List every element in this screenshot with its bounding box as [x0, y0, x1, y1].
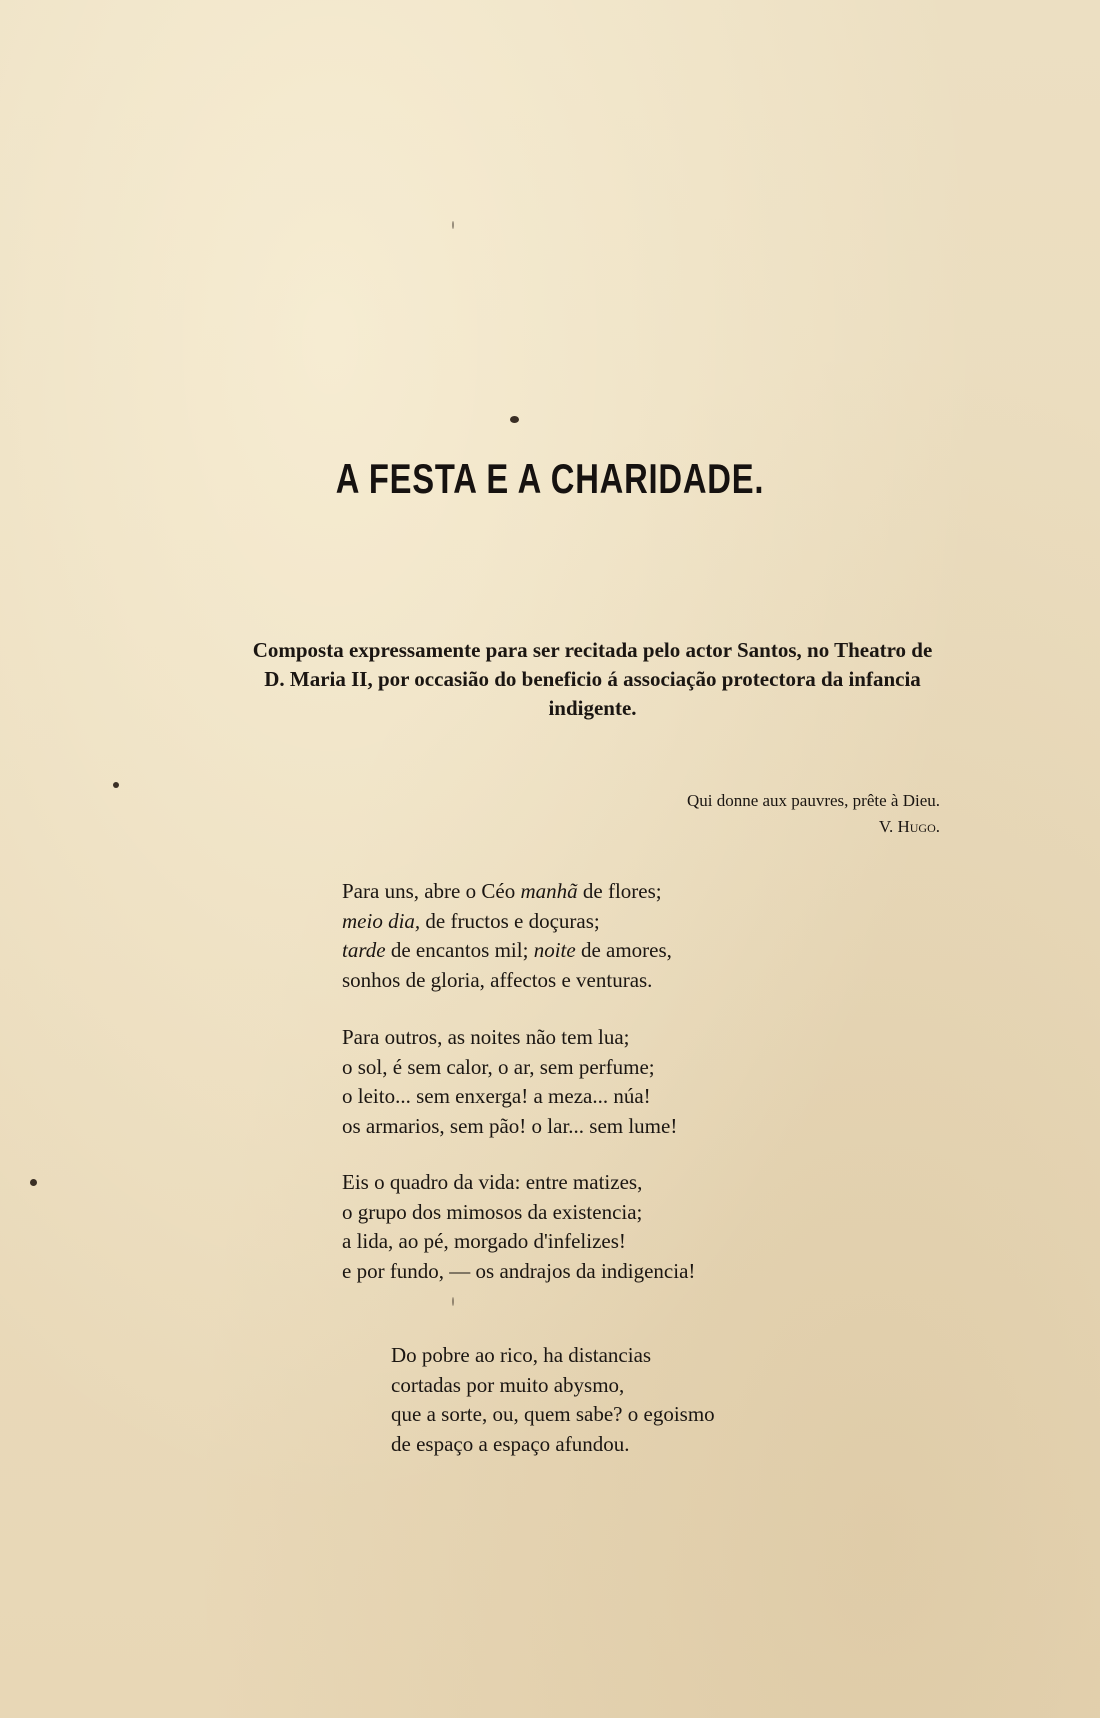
epigraph-quote: Qui donne aux pauvres, prête à Dieu. [686, 791, 940, 810]
paper-speck [30, 1179, 37, 1186]
poem-subtitle: Composta expressamente para ser recitada pelo actor Santos, no Theatro de D. Maria II, por occasião do beneficio á associação protectora da infancia indigente. [252, 638, 933, 720]
verse-line: Para outros, as noites não tem lua; [342, 1025, 630, 1049]
verse-line: o grupo dos mimosos da existencia; [342, 1199, 643, 1224]
paper-speck [113, 782, 119, 788]
verse-line: a lida, ao pé, morgado d'infelizes! [342, 1229, 626, 1253]
verse-line: cortadas por muito abysmo, [391, 1372, 625, 1397]
verse-line: os armarios, sem pão! o lar... sem lume! [342, 1113, 678, 1138]
verse-line: que a sorte, ou, quem sabe? o egoismo [391, 1402, 715, 1426]
verse-line: o leito... sem enxerga! a meza... núa! [342, 1084, 651, 1108]
verse-line: meio dia, de fructos e doçuras; [342, 908, 600, 933]
verse-line: o sol, é sem calor, o ar, sem perfume; [342, 1054, 655, 1079]
stanza-1 [342, 877, 672, 995]
verse-line: Do pobre ao rico, ha distancias [391, 1343, 652, 1367]
poem-title: A FESTA E A CHARIDADE. [335, 455, 765, 502]
verse-line: Para uns, abre o Céo manhã de flores; [342, 879, 662, 903]
stanza-2 [342, 1023, 677, 1141]
epigraph [687, 788, 940, 840]
verse-line: sonhos de gloria, affectos e venturas. [342, 967, 653, 992]
paper-speck [452, 221, 454, 229]
verse-line: Eis o quadro da vida: entre matizes, [342, 1170, 643, 1194]
verse-line: de espaço a espaço afundou. [391, 1431, 630, 1456]
paper-speck [452, 1297, 454, 1306]
verse-line: e por fundo, — os andrajos da indigencia! [342, 1258, 696, 1283]
verse-line: tarde de encantos mil; noite de amores, [342, 938, 672, 962]
epigraph-author: V. Hugo. [878, 817, 940, 836]
stanza-4 [391, 1341, 715, 1459]
stanza-3 [342, 1168, 695, 1286]
paper-speck [510, 416, 519, 423]
